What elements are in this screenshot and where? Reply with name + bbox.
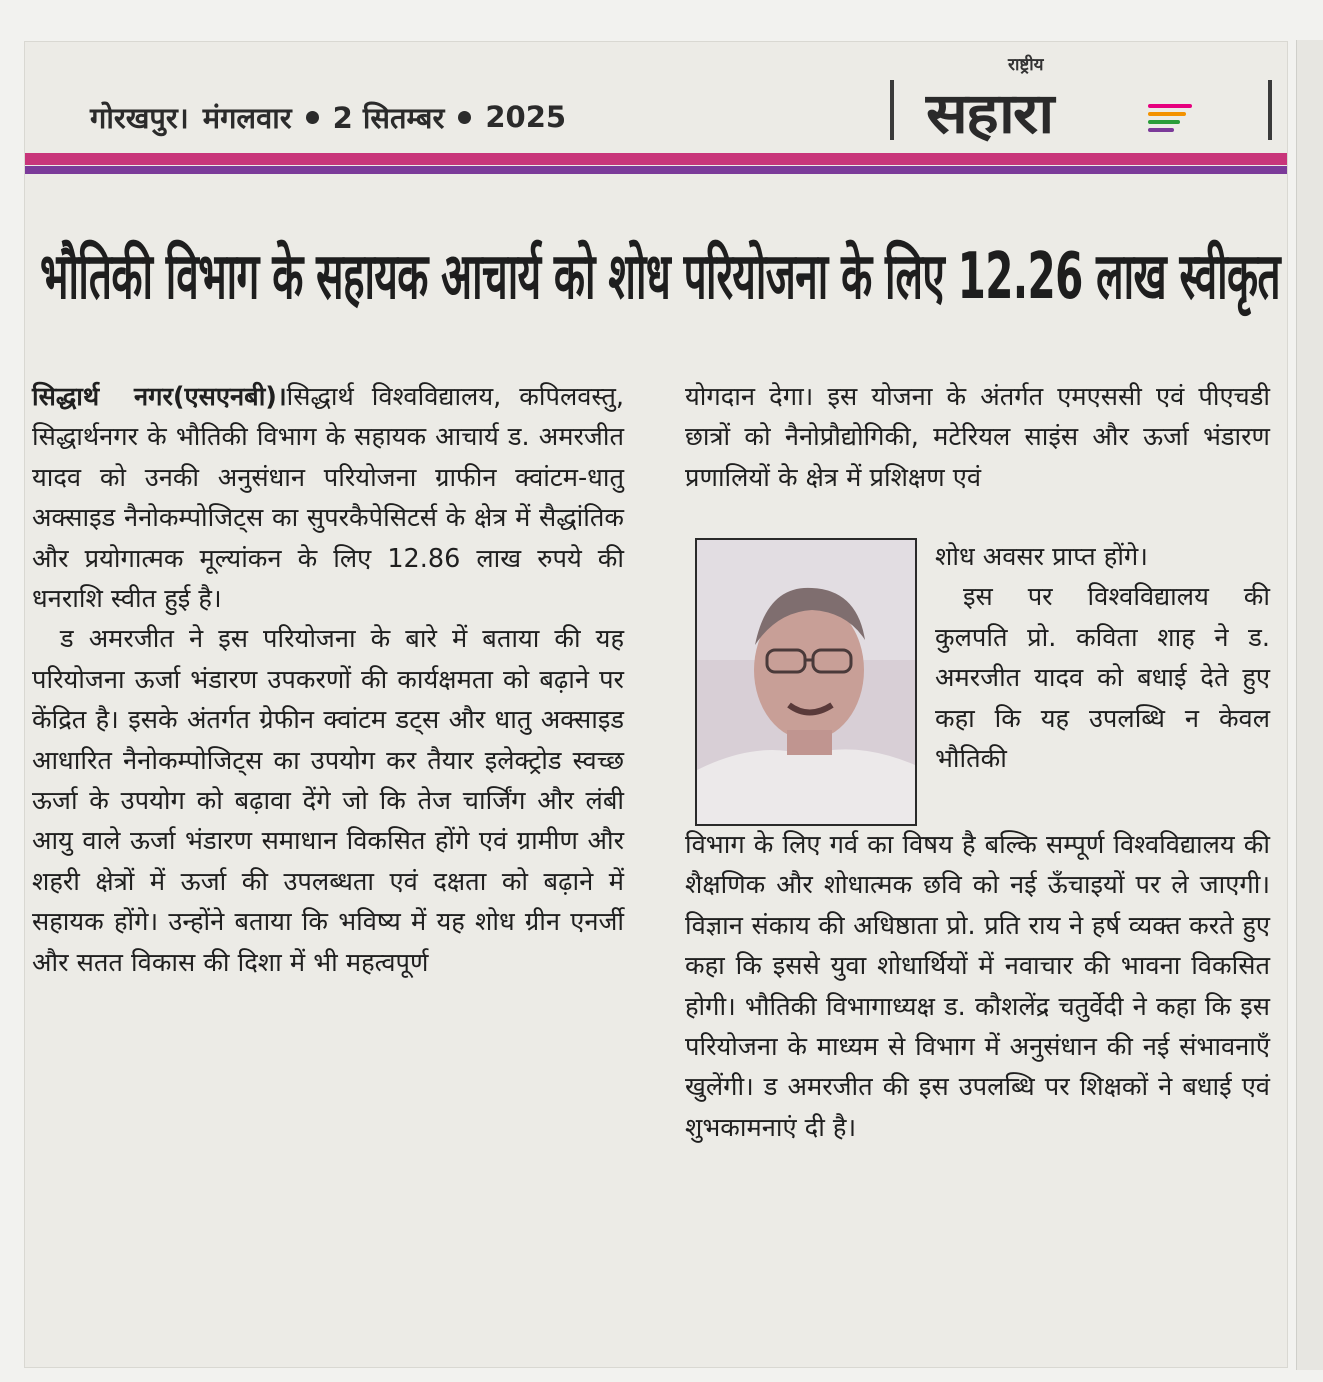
masthead-stripes-icon	[1148, 104, 1192, 136]
header-year: 2025	[485, 100, 567, 134]
portrait-photo	[695, 538, 917, 826]
dateline-header	[90, 92, 800, 142]
header-divider	[1268, 80, 1272, 140]
bullet-dot-icon	[306, 111, 319, 124]
article-paragraph-2-end: शोध अवसर प्राप्त होंगे।	[935, 542, 1148, 572]
header-city: गोरखपुर।	[90, 100, 189, 135]
header-weekday: मंगलवार	[202, 100, 292, 135]
adjacent-page-edge	[1296, 40, 1323, 1370]
person-portrait-icon	[697, 540, 915, 824]
header-date: 2 सितम्बर	[332, 100, 445, 135]
masthead-logo	[912, 52, 1212, 152]
header-rule-purple	[25, 166, 1287, 174]
article-column-right-bottom	[685, 825, 1270, 1148]
bullet-dot-icon	[458, 111, 471, 124]
masthead-title: सहारा	[926, 80, 1053, 147]
article-column-left	[32, 377, 624, 983]
article-paragraph-2-continued: योगदान देगा। इस योजना के अंतर्गत एमएससी एवं पीएचडी छात्रों को नैनोप्रौद्योगिकी, मटेरियल साइंस और ऊर्जा भंडारण प्रणालियों के क्षेत्र में प्रशिक्षण एवं	[685, 382, 1270, 493]
header-rule-pink	[25, 153, 1287, 165]
masthead-small-text: राष्ट्रीय	[1008, 55, 1044, 75]
article-column-right-top	[685, 377, 1270, 498]
article-paragraph-3-start: इस पर विश्वविद्यालय की कुलपति प्रो. कविता शाह ने ड. अमरजीत यादव को बधाई देते हुए कहा कि यह उपलब्धि न केवल भौतिकी	[935, 582, 1270, 775]
article-dateline: सिद्धार्थ नगर(एसएनबी)।	[32, 382, 287, 412]
article-column-right-wrap	[935, 537, 1270, 779]
article-headline: भौतिकी विभाग के सहायक आचार्य को शोध परियोजना के लिए 12.26 लाख स्वीकृत	[40, 240, 1281, 314]
header-divider	[890, 80, 894, 140]
article-paragraph-1: सिद्धार्थ विश्वविद्यालय, कपिलवस्तु, सिद्धार्थनगर के भौतिकी विभाग के सहायक आचार्य ड. अमरजीत यादव को उनकी अनुसंधान परियोजना ग्राफीन क्वांटम-धातु अक्साइड नैनोकम्पोजिट्स का सुपरकैपेसिटर्स के क्षेत्र में सैद्धांतिक और प्रयोगात्मक मूल्यांकन के लिए 12.86 लाख रुपये की धनराशि स्वीत हुई है।	[32, 382, 624, 615]
article-paragraph-2: ड अमरजीत ने इस परियोजना के बारे में बताया की यह परियोजना ऊर्जा भंडारण उपकरणों की कार्यक्षमता को बढ़ाने पर केंद्रित है। इसके अंतर्गत ग्रेफीन क्वांटम डट्स और धातु अक्साइड आधारित नैनोकम्पोजिट्स का उपयोग कर तैयार इलेक्ट्रोड स्वच्छ ऊर्जा के उपयोग को बढ़ावा देंगे जो कि तेज चार्जिंग और लंबी आयु वाले ऊर्जा भंडारण समाधान विकसित होंगे एवं ग्रामीण और शहरी क्षेत्रों में ऊर्जा की उपलब्धता एवं दक्षता को बढ़ाने में सहायक होंगे। उन्होंने बताया कि भविष्य में यह शोध ग्रीन एनर्जी और सतत विकास की दिशा में भी महत्वपूर्ण	[32, 624, 624, 978]
article-paragraph-3-continued: विभाग के लिए गर्व का विषय है बल्कि सम्पूर्ण विश्वविद्यालय की शैक्षणिक और शोधात्मक छवि को नई ऊँचाइयों पर ले जाएगी। विज्ञान संकाय की अधिष्ठाता प्रो. प्रति राय ने हर्ष व्यक्त करते हुए कहा कि इससे युवा शोधार्थियों में नवाचार की भावना विकसित होगी। भौतिकी विभागाध्यक्ष ड. कौशलेंद्र चतुर्वेदी ने कहा कि इस परियोजना के माध्यम से विभाग में अनुसंधान की नई संभावनाएँ खुलेंगी। ड अमरजीत की इस उपलब्धि पर शिक्षकों ने बधाई एवं शुभकामनाएं दी है।	[685, 830, 1270, 1143]
